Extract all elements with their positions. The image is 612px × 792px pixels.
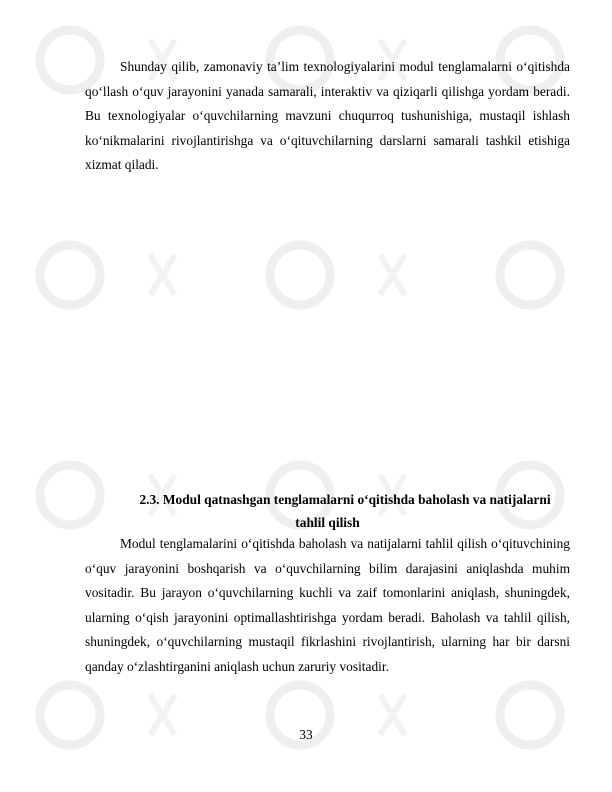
- section-heading: [85, 488, 570, 534]
- body-paragraph-2: Modul tenglamalarini o‘qitishda baholash va natijalarni tahlil qilish o‘qituvchining o‘quv jarayonini boshqarish va o‘quvchilarning bilim darajasini aniqlashda muhim vositadir. Bu jarayon o‘quvchilarning kuchli va zaif tomonlarini aniqlash, shuningdek, ularning o‘qish jarayonini optimallashtirishga yordam beradi. Baholash va tahlil qilish, shuningdek, o‘quvchilarning mustaqil fikrlashini rivojlantirish, ularning har bir darsni qanday o‘zlashtirganini aniqlash uchun zaruriy vositadir.: [85, 536, 570, 674]
- page-number: 33: [299, 727, 313, 742]
- section-heading-line-1: 2.3. Modul qatnashgan tenglamalarni o‘qitishda baholash va natijalarni: [139, 492, 551, 507]
- body-paragraph-1: Shunday qilib, zamonaviy ta’lim texnologiyalarini modul tenglamalarni o‘qitishda qo‘llash o‘quv jarayonini yanada samarali, interaktiv va qiziqarli qilishga yordam beradi. Bu texnologiyalar o‘quvchilarning mavzuni chuqurroq tushunishiga, mustaqil ishlash ko‘nikmalarini rivojlantirishga va o‘qituvchilarning darslarni samarali tashkil etishiga xizmat qiladi.: [85, 59, 570, 172]
- section-heading-line-2: tahlil qilish: [295, 515, 360, 530]
